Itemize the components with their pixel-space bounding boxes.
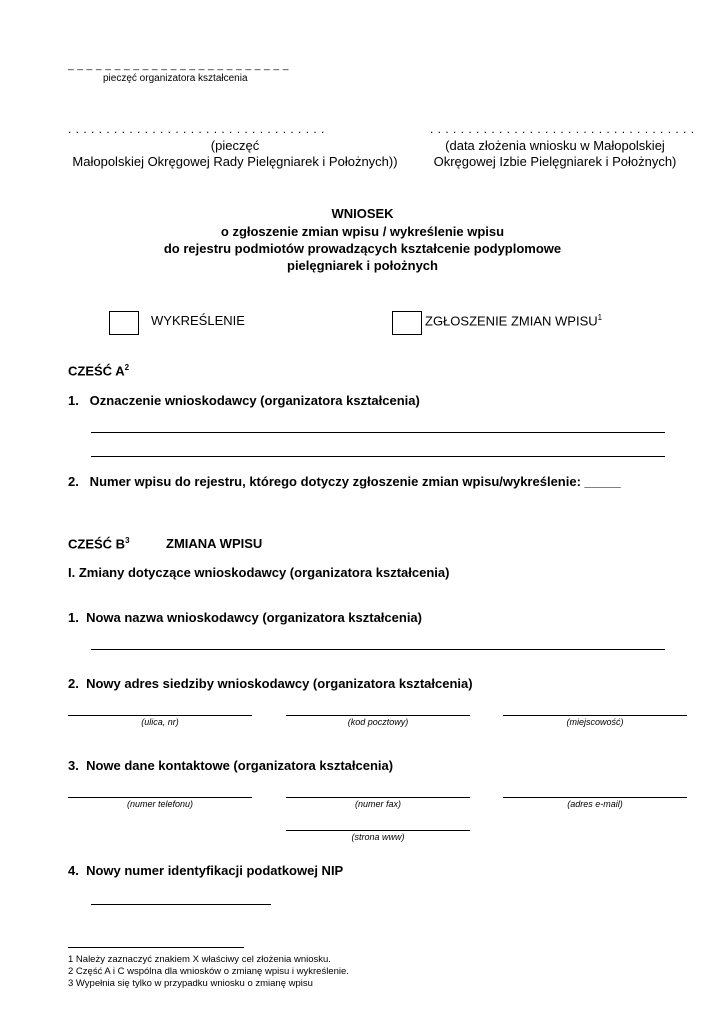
part-b-heading bbox=[68, 536, 130, 551]
street-label: (ulica, nr) bbox=[141, 717, 179, 727]
nip-line[interactable] bbox=[91, 904, 271, 905]
part-b-item-1: 1. Nowa nazwa wnioskodawcy (organizatora kształcenia) bbox=[68, 610, 422, 625]
part-a-heading bbox=[68, 363, 129, 378]
title-line-2: o zgłoszenie zmian wpisu / wykreślenie wpisu bbox=[220, 224, 505, 239]
phone-label: (numer telefonu) bbox=[126, 799, 194, 809]
part-b-footnote-ref: 3 bbox=[125, 536, 130, 545]
applicant-name-line-2[interactable] bbox=[91, 456, 665, 457]
title-line-1: WNIOSEK bbox=[331, 206, 394, 221]
fax-label: (numer fax) bbox=[354, 799, 401, 809]
change-label bbox=[425, 313, 602, 328]
email-line[interactable] bbox=[503, 797, 687, 798]
part-a-item-2: 2. Numer wpisu do rejestru, którego dotyczy zgłoszenie zmian wpisu/wykreślenie: _____ bbox=[68, 474, 621, 489]
postal-code-label: (kod pocztowy) bbox=[347, 717, 409, 727]
left-caption-2: Małopolskiej Okręgowej Rady Pielęgniarek i Położnych)) bbox=[72, 154, 398, 169]
part-b-subheading: ZMIANA WPISU bbox=[166, 536, 263, 551]
part-b-item-3: 3. Nowe dane kontaktowe (organizatora kształcenia) bbox=[68, 758, 394, 773]
new-name-line[interactable] bbox=[91, 649, 665, 650]
change-label-footnote-ref: 1 bbox=[597, 313, 603, 322]
footnote-2: 2 Część A i C wspólna dla wniosków o zmianę wpisu i wykreślenie. bbox=[68, 966, 349, 977]
email-label: (adres e-mail) bbox=[567, 799, 623, 809]
footnote-3: 3 Wypełnia się tylko w przypadku wniosku o zmianę wpisu bbox=[68, 978, 313, 989]
right-caption-1: (data złożenia wniosku w Małopolskiej bbox=[445, 138, 665, 153]
city-label: (miejscowość) bbox=[566, 717, 624, 727]
fax-line[interactable] bbox=[286, 797, 470, 798]
stamp-label: pieczęć organizatora kształcenia bbox=[103, 73, 248, 84]
phone-line[interactable] bbox=[68, 797, 252, 798]
part-a-footnote-ref: 2 bbox=[124, 363, 130, 372]
removal-checkbox[interactable] bbox=[109, 311, 139, 335]
part-b-item-2: 2. Nowy adres siedziby wnioskodawcy (organizatora kształcenia) bbox=[68, 676, 473, 691]
footnote-1: 1 Należy zaznaczyć znakiem X właściwy cel złożenia wniosku. bbox=[68, 954, 331, 965]
street-line[interactable] bbox=[68, 715, 252, 716]
right-caption-2: Okręgowej Izbie Pielęgniarek i Położnych) bbox=[433, 154, 677, 169]
part-a-item-1: 1. Oznaczenie wnioskodawcy (organizatora kształcenia) bbox=[68, 393, 420, 408]
www-label: (strona www) bbox=[351, 832, 405, 842]
title-line-4: pielęgniarek i położnych bbox=[287, 258, 438, 273]
part-b-item-4: 4. Nowy numer identyfikacji podatkowej NIP bbox=[68, 863, 344, 878]
left-caption-1: (pieczęć bbox=[210, 138, 260, 153]
change-label-text: ZGŁOSZENIE ZMIAN WPISU bbox=[425, 313, 598, 329]
dots-left: . . . . . . . . . . . . . . . . . . . . . . . . . . . . . . . . . . bbox=[68, 122, 325, 136]
change-checkbox[interactable] bbox=[392, 311, 422, 335]
dots-right: . . . . . . . . . . . . . . . . . . . . . . . . . . . . . . . . . . . bbox=[430, 122, 695, 136]
section-i-heading: I. Zmiany dotyczące wnioskodawcy (organizatora kształcenia) bbox=[68, 565, 450, 580]
applicant-name-line-1[interactable] bbox=[91, 432, 665, 433]
postal-code-line[interactable] bbox=[286, 715, 470, 716]
removal-label: WYKREŚLENIE bbox=[151, 313, 245, 328]
city-line[interactable] bbox=[503, 715, 687, 716]
part-a-heading-text: CZEŚĆ A bbox=[68, 363, 125, 379]
footnote-separator bbox=[68, 947, 244, 948]
title-line-3: do rejestru podmiotów prowadzących kształcenie podyplomowe bbox=[163, 241, 562, 256]
part-b-heading-text: CZEŚĆ B bbox=[68, 536, 126, 552]
www-line[interactable] bbox=[286, 830, 470, 831]
stamp-dashes: _ _ _ _ _ _ _ _ _ _ _ _ _ _ _ _ _ _ _ _ _ _ _ _ bbox=[68, 60, 289, 71]
